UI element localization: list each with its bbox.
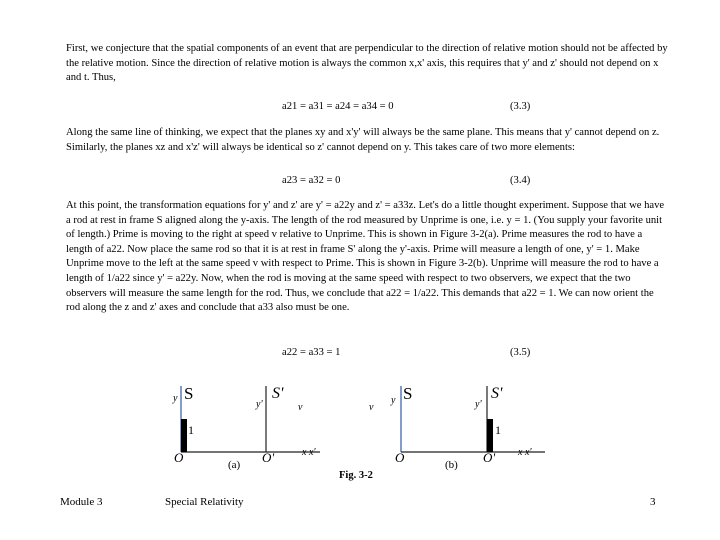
panel-b-s-label: S (403, 384, 413, 403)
equation-3-5: a22 = a33 = 1 (282, 347, 341, 358)
equation-number-3-4: (3.4) (510, 175, 531, 186)
panel-b-s-prime-label: S' (491, 385, 503, 402)
panel-b-rod (487, 419, 493, 452)
footer-module: Module 3 (60, 496, 103, 508)
panel-b-y-label: y (391, 395, 396, 406)
panel-a-s-label: S (184, 384, 194, 403)
equation-3-3: a21 = a31 = a24 = a34 = 0 (282, 101, 394, 112)
figure-panel-b (369, 384, 545, 471)
footer-page-number: 3 (650, 496, 656, 508)
figure-caption: Fig. 3-2 (339, 470, 373, 481)
panel-b-velocity-label: v (369, 402, 374, 413)
equation-number-3-3: (3.3) (510, 101, 531, 112)
panel-b-y-prime-label: y' (475, 399, 482, 410)
panel-b-origin-label: O (395, 450, 405, 465)
panel-a-y-label: y (173, 393, 178, 404)
panel-b-x-axes-label: x x' (518, 447, 532, 458)
panel-a-rod (181, 419, 187, 452)
panel-a-label: (a) (228, 459, 241, 471)
paragraph-2: Along the same line of thinking, we expect that the planes xy and x'y' will always be the same plane. This means that y' cannot depend on z. Similarly, the planes xz and x'z' will always be identical so z' cannot depend on y. This takes care of two more elements: (66, 127, 660, 153)
panel-a-x-axes-label: x x' (302, 447, 316, 458)
paragraph-1: First, we conjecture that the spatial components of an event that are perpendicular to the direction of relative motion should not be affected by the relative motion. Since the direction of relative motion is always the common x,x' axis, this requires that y' and z' should not depend on x and t. Thus, (66, 43, 668, 84)
panel-a-y-prime-label: y' (256, 399, 263, 410)
panel-a-origin-label: O (174, 450, 184, 465)
equation-number-3-5: (3.5) (510, 347, 531, 358)
panel-b-label: (b) (445, 459, 458, 471)
footer-title: Special Relativity (165, 496, 244, 508)
panel-b-rod-length-label: 1 (495, 423, 501, 437)
panel-a-rod-length-label: 1 (188, 423, 194, 437)
panel-a-s-prime-label: S' (272, 385, 284, 402)
equation-3-4: a23 = a32 = 0 (282, 175, 341, 186)
panel-a-velocity-label: v (298, 402, 303, 413)
panel-a-origin-prime-label: O' (262, 450, 275, 465)
panel-b-origin-prime-label: O' (483, 450, 496, 465)
figure-panel-a (172, 384, 320, 471)
paragraph-3: At this point, the transformation equations for y' and z' are y' = a22y and z' = a33z. Let's do a little thought experiment. Suppose that we have a rod at rest in frame S aligned along the y-axis. The length of the rod measured by Unprime is one, i.e. y = 1. (You supply your favorite unit of length.) Prime is moving to the right at speed v relative to Unprime. This is shown in Figure 3-2(a). Prime measures the rod to have a length of a22. Now place the same rod so that it is at rest in frame S' along the y'-axis. Prime will measure a length of one, y' = 1. Make Unprime move to the left at the same speed v with respect to Prime. This is shown in Figure 3-2(b). Unprime will measure the rod to have a length of 1/a22 since y' = a22y. Now, when the rod is moving at the same speed with respect to two observers, we expect that the two observers will measure the same length for the rod. Thus, we conclude that a22 = 1/a22. This demands that a22 = 1. We can now orient the rod along the z and z' axes and conclude that a33 also must be one. (66, 200, 665, 314)
